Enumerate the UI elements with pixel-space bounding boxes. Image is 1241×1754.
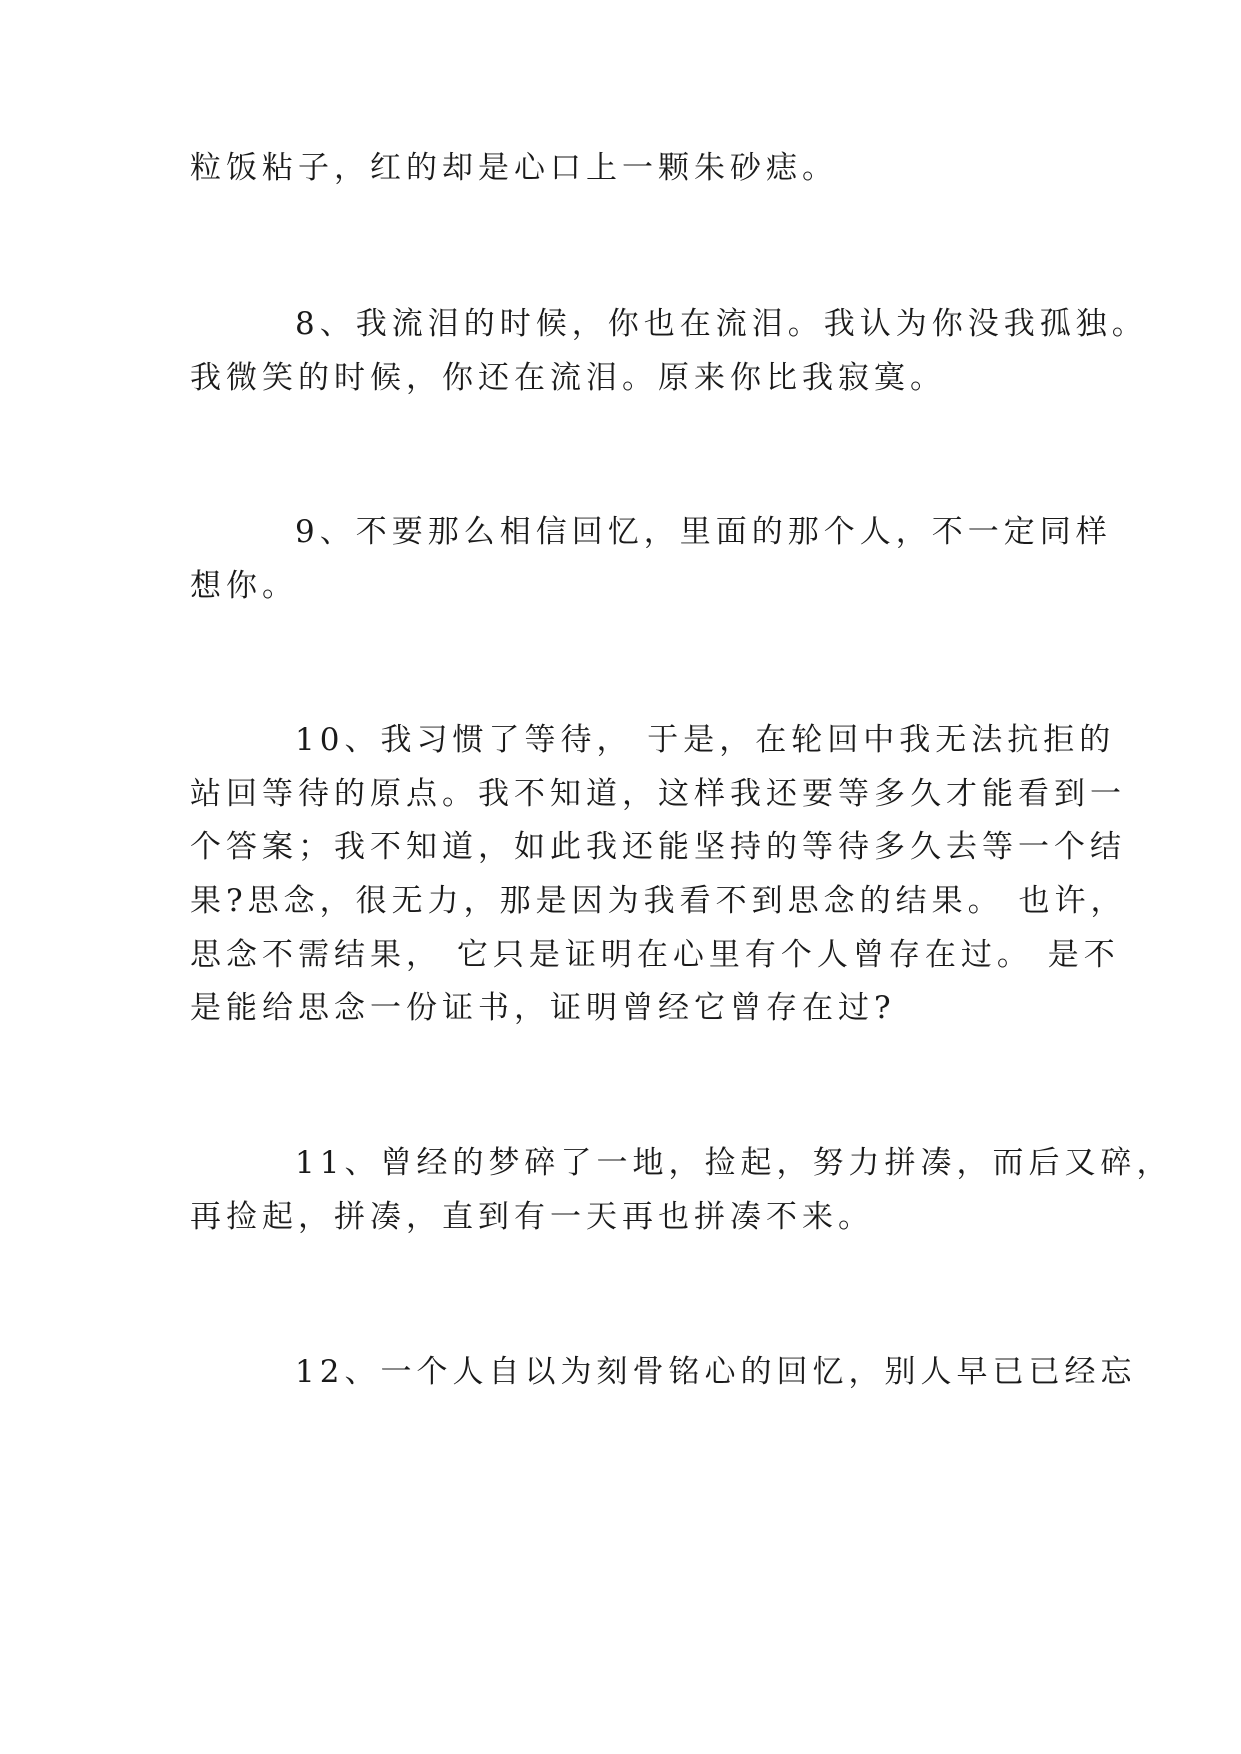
paragraph-line: 再捡起，拼凑，直到有一天再也拼凑不来。 [190, 1199, 874, 1235]
paragraph-line: 9、不要那么相信回忆，里面的那个人，不一定同样 [295, 514, 1112, 550]
paragraph-line: 果?思念，很无力，那是因为我看不到思念的结果。 也许， [190, 883, 1127, 919]
paragraph-line: 8、我流泪的时候，你也在流泪。我认为你没我孤独。 [295, 306, 1148, 342]
paragraph-line: 站回等待的原点。我不知道，这样我还要等多久才能看到一 [190, 776, 1126, 812]
paragraph-line: 粒饭粘子，红的却是心口上一颗朱砂痣。 [190, 150, 838, 186]
paragraph-line: 是能给思念一份证书，证明曾经它曾存在过? [190, 990, 896, 1026]
paragraph-line: 个答案；我不知道，如此我还能坚持的等待多久去等一个结 [190, 829, 1126, 865]
paragraph-line: 我微笑的时候，你还在流泪。原来你比我寂寞。 [190, 360, 946, 396]
paragraph-line: 11、曾经的梦碎了一地，捡起，努力拼凑，而后又碎， [295, 1145, 1173, 1181]
paragraph-line: 思念不需结果， 它只是证明在心里有个人曾存在过。 是不 [190, 937, 1120, 973]
paragraph-line: 想你。 [190, 568, 298, 604]
paragraph-line: 12、一个人自以为刻骨铭心的回忆，别人早已已经忘 [295, 1354, 1137, 1390]
paragraph-line: 10、我习惯了等待， 于是，在轮回中我无法抗拒的 [295, 722, 1116, 758]
